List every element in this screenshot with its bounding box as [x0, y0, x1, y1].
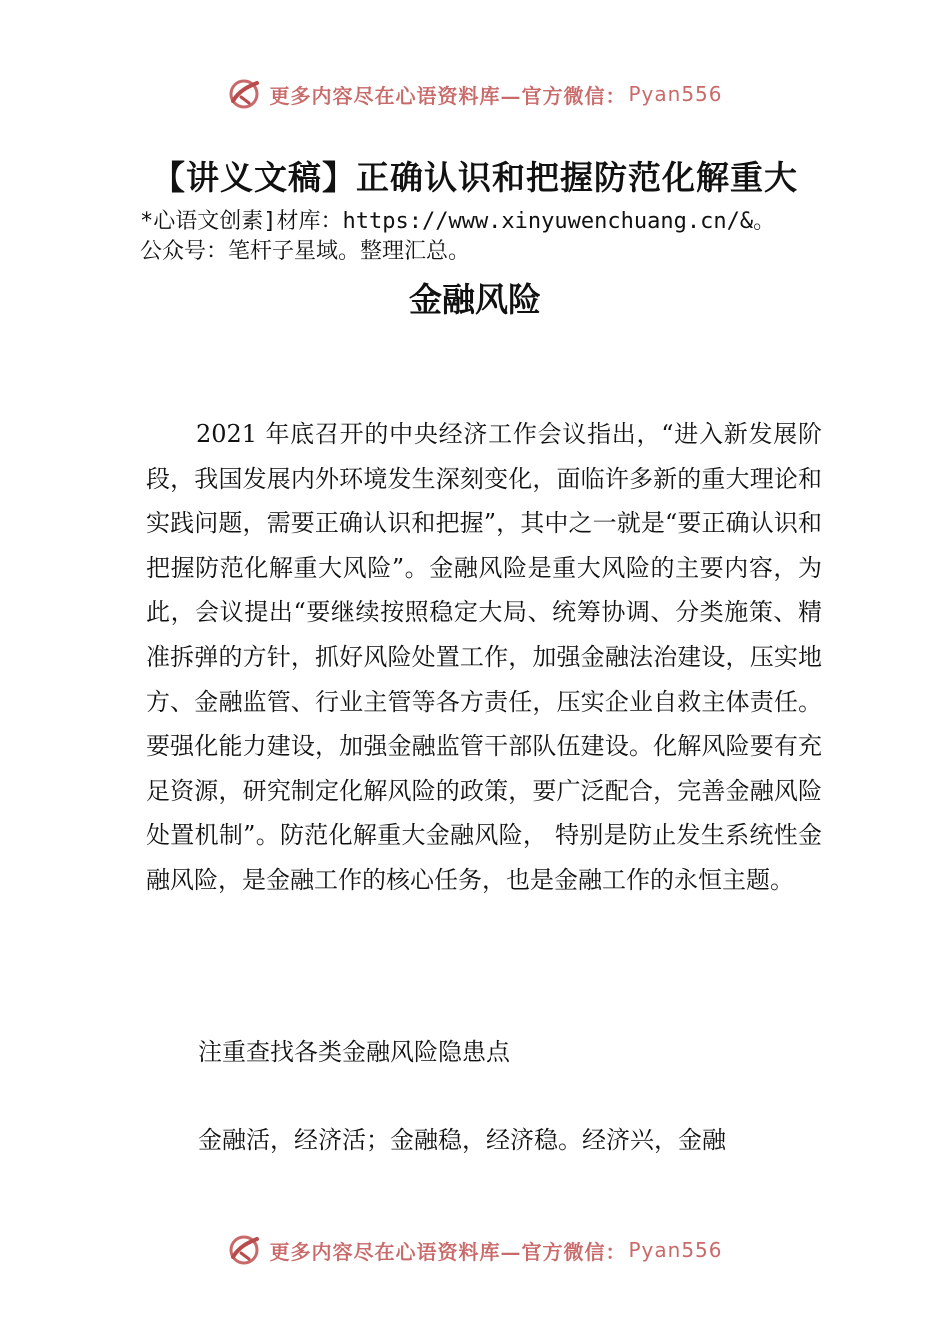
watermark-footer: [0, 1230, 950, 1270]
watermark-header: [0, 74, 950, 114]
watermark-text: 更多内容尽在心语资料库—官方微信：: [269, 83, 627, 108]
brush-stroke-logo-icon: [227, 1233, 261, 1267]
brush-stroke-logo-icon: [227, 77, 261, 111]
source-note-line-2: 公众号：笔杆子星域。整理汇总。: [140, 239, 471, 264]
document-title-line-2: 金融风险: [409, 280, 541, 319]
watermark-wechat-id: Pyan556: [628, 82, 723, 106]
source-note-line-1: *心语文创素]材库：https://www.xinyuwenchuang.cn/&。: [140, 209, 776, 234]
body-paragraph-2: 金融活，经济活；金融稳，经济稳。经济兴，金融: [198, 1126, 726, 1154]
watermark-wechat-id: Pyan556: [628, 1238, 723, 1262]
section-subheading: 注重查找各类金融风险隐患点: [198, 1038, 510, 1066]
document-title-line-1: 【讲义文稿】正确认识和把握防范化解重大: [152, 158, 798, 197]
body-paragraph-1: 2021 年底召开的中央经济工作会议指出，“进入新发展阶段，我国发展内外环境发生深刻变化，面临许多新的重大理论和实践问题，需要正确认识和把握”，其中之一就是“要正确认识和把握防范化解重大风险”。金融风险是重大风险的主要内容，为此，会议提出“要继续按照稳定大局、统筹协调、分类施策、精准拆弹的方针，抓好风险处置工作，加强金融法治建设，压实地方、金融监管、行业主管等各方责任，压实企业自救主体责任。要强化能力建设，加强金融监管干部队伍建设。化解风险要有充足资源，研究制定化解风险的政策，要广泛配合，完善金融风险处置机制”。防范化解重大金融风险， 特别是防止发生系统性金融风险，是金融工作的核心任务，也是金融工作的永恒主题。: [146, 420, 822, 894]
watermark-text: 更多内容尽在心语资料库—官方微信：: [269, 1239, 627, 1264]
